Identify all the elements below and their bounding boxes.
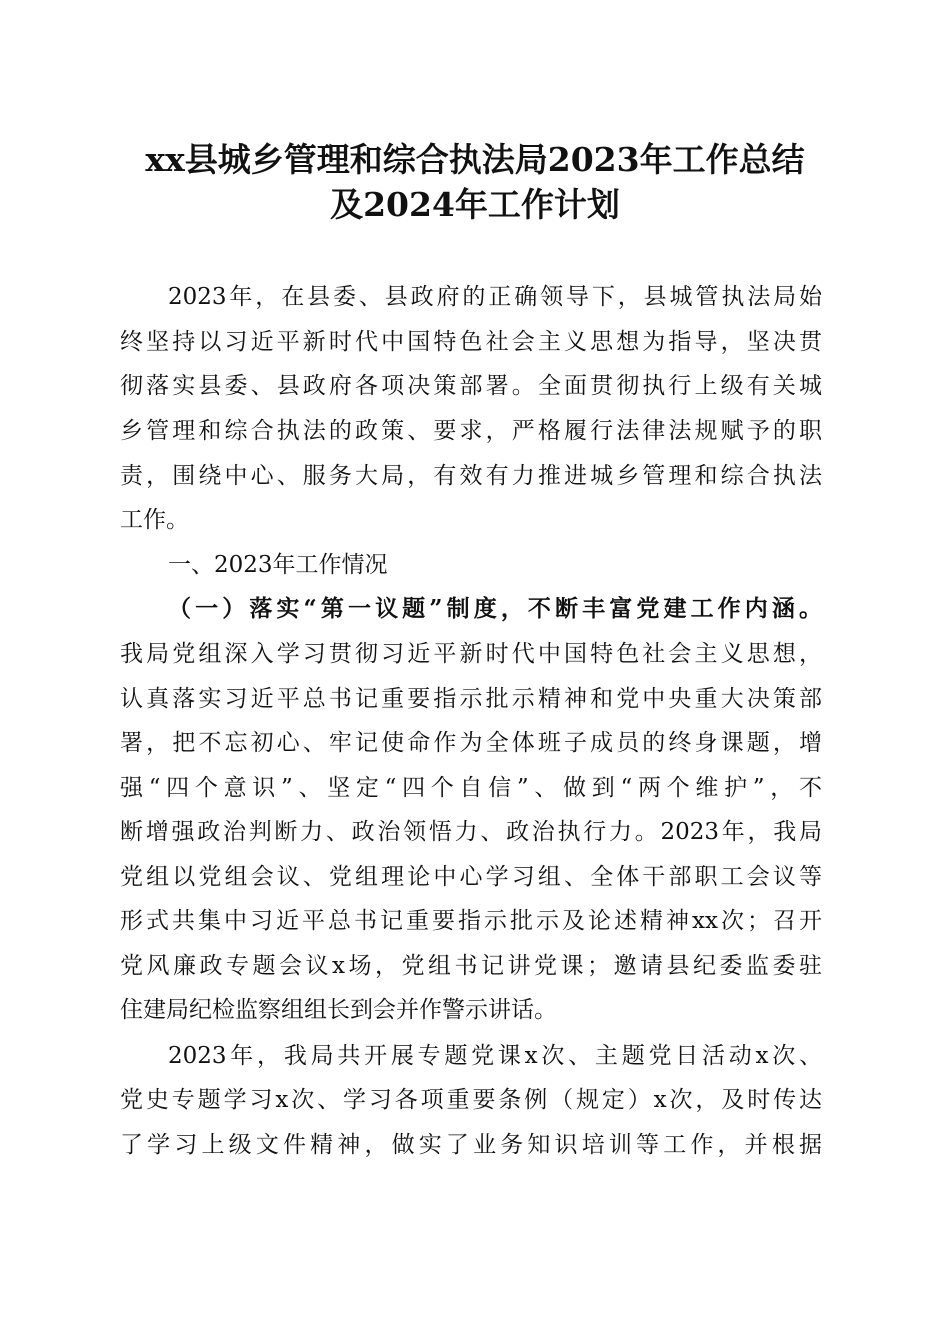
body-text-line: 强“四个意识”、坚定“四个自信”、做到“两个维护”，不 <box>120 775 822 801</box>
body-text-line: 2023年，我局共开展专题党课x次、主题党日活动x次、 <box>168 1043 822 1069</box>
body-text-line: 我局党组深入学习贯彻习近平新时代中国特色社会主义思想， <box>120 641 822 667</box>
body-text-line: 2023年，在县委、县政府的正确领导下，县城管执法局始 <box>168 284 822 310</box>
body-text-line: 党风廉政专题会议x场，党组书记讲党课；邀请县纪委监委驻 <box>120 953 822 979</box>
body-text-line: 彻落实县委、县政府各项决策部署。全面贯彻执行上级有关城 <box>120 373 822 399</box>
body-text-line: 工作。 <box>120 507 189 533</box>
body-text-line: 责，围绕中心、服务大局，有效有力推进城乡管理和综合执法 <box>120 463 822 489</box>
body-text-line: 了学习上级文件精神，做实了业务知识培训等工作，并根据 <box>120 1132 822 1158</box>
section-heading: 一、2023年工作情况 <box>168 552 388 578</box>
body-text-line: 终坚持以习近平新时代中国特色社会主义思想为指导，坚决贯 <box>120 329 822 355</box>
body-text-line: 断增强政治判断力、政治领悟力、政治执行力。2023年，我局 <box>120 819 822 845</box>
body-text-line: 认真落实习近平总书记重要指示批示精神和党中央重大决策部 <box>120 686 822 712</box>
body-text-line: 党史专题学习x次、学习各项重要条例（规定）x次，及时传达 <box>120 1087 822 1113</box>
body-text-line: 形式共集中习近平总书记重要指示批示及论述精神xx次；召开 <box>120 908 822 934</box>
document-title-line-2: 及2024年工作计划 <box>330 185 620 224</box>
body-text-line: 乡管理和综合执法的政策、要求，严格履行法律法规赋予的职 <box>120 418 822 444</box>
body-text-line: 署，把不忘初心、牢记使命作为全体班子成员的终身课题，增 <box>120 730 822 756</box>
body-text-line: 住建局纪检监察组组长到会并作警示讲话。 <box>120 997 557 1023</box>
subsection-heading: （一）落实“第一议题”制度，不断丰富党建工作内涵。 <box>168 595 822 622</box>
document-title-line-1: xx县城乡管理和综合执法局2023年工作总结 <box>145 140 805 179</box>
body-text-line: 党组以党组会议、党组理论中心学习组、全体干部职工会议等 <box>120 864 822 890</box>
